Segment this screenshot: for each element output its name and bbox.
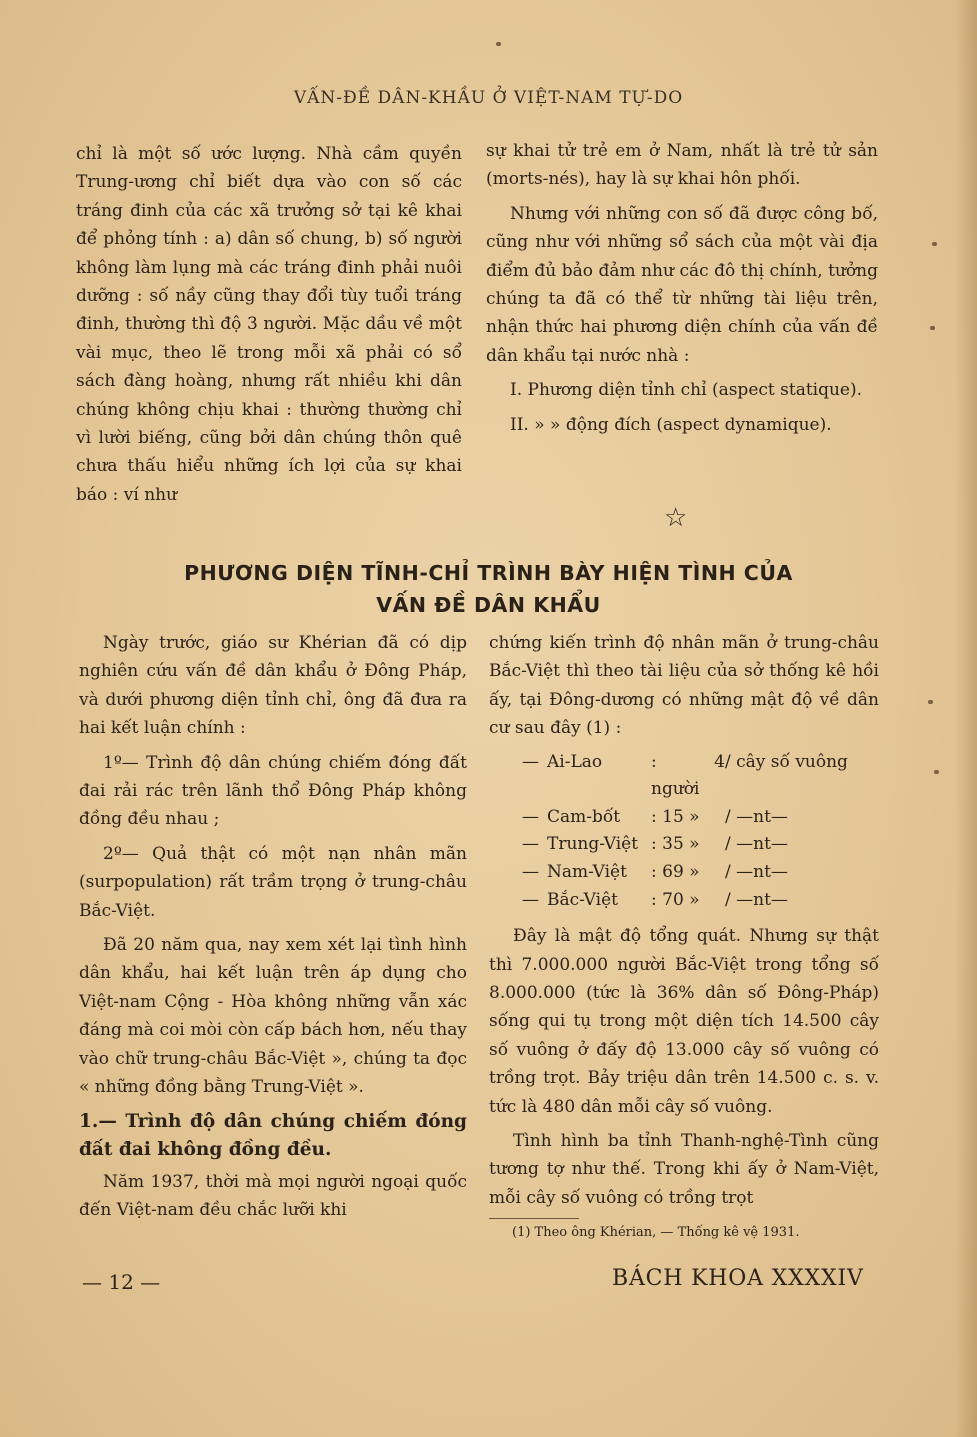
density-list xyxy=(489,749,879,915)
running-head: VẤN-ĐỀ DÂN-KHẦU Ở VIỆT-NAM TỰ-DO xyxy=(293,88,684,108)
list-dash: — xyxy=(522,862,539,882)
density-value: : 4 người xyxy=(651,751,725,800)
paper-speck xyxy=(932,242,937,246)
paragraph: Năm 1937, thời mà mọi người ngoại quốc đến Việt-nam đều chắc lưỡi khi xyxy=(79,1171,467,1220)
section-title xyxy=(0,557,977,621)
conclusion-2: 2º— Quả thật có một nạn nhân mãn (surpopulation) rất trầm trọng ở trung-châu Bắc-Việt. xyxy=(79,843,467,921)
aspect-item-1: I. Phương diện tỉnh chỉ (aspect statique). xyxy=(510,380,863,401)
density-row xyxy=(489,749,879,804)
top-right-column xyxy=(486,137,878,445)
section-title-line-2: VẤN ĐỀ DÂN KHẨU xyxy=(376,593,601,617)
density-value: : 70 » xyxy=(651,889,700,910)
page-edge-shadow xyxy=(955,0,977,1437)
top-left-column xyxy=(76,140,462,515)
paragraph: Nhưng với những con số đã được công bố, cũng như với những sổ sách của một vài địa điểm đủ bảo đảm như các đô thị chính, tưởng chúng ta đã có thể từ những tài liệu trên, nhận thức hai phương diện chính của vấn đề dân khẩu tại nước nhà : xyxy=(486,203,878,366)
density-row xyxy=(489,859,879,887)
paragraph: sự khai tử trẻ em ở Nam, nhất là trẻ tử sản (morts-nés), hay là sự khai hôn phối. xyxy=(486,141,878,190)
density-unit: / cây số vuông xyxy=(725,751,848,772)
density-row xyxy=(489,831,879,859)
density-value: : 35 » xyxy=(651,834,700,855)
region-name: Trung-Việt xyxy=(547,834,639,855)
footnote: (1) Theo ông Khérian, — Thống kê vệ 1931. xyxy=(512,1225,800,1240)
bottom-right-column xyxy=(489,629,879,1218)
paragraph: Tình hình ba tỉnh Thanh-nghệ-Tình cũng tương tợ như thế. Trong khi ấy ở Nam-Việt, mỗi cây số vuông có trồng trọt xyxy=(489,1131,879,1208)
region-name: Nam-Việt xyxy=(547,862,627,882)
paragraph: chỉ là một số ước lượng. Nhà cầm quyền Trung-ương chỉ biết dựa vào con số các tráng đinh của các xã trưởng sở tại kê khai để phỏng tính : a) dân số chung, b) số người không làm lụng mà các tráng đinh phải nuôi dưỡng : số nầy cũng thay đổi tùy tuổi tráng đinh, thường thì độ 3 người. Mặc dầu về một vài mục, theo lẽ trong mỗi xã phải có sổ sách đàng hoàng, nhưng rất nhiều khi dân chúng không chịu khai : thường thường chỉ vì lười biếng, cũng bởi dân chúng thôn quê chưa thấu hiểu những ích lợi của sự khai báo : ví như xyxy=(76,144,462,505)
list-dash: — xyxy=(522,889,539,910)
density-unit: / —nt— xyxy=(725,806,788,827)
bottom-left-column xyxy=(79,629,467,1230)
region-name: Ai-Lao xyxy=(547,751,603,772)
paragraph: Đây là mật độ tổng quát. Nhưng sự thật thì 7.000.000 người Bắc-Việt trong tổng số 8.000.000 (tức là 36% dân số Đông-Pháp) sống qui tụ trong một diện tích 14.500 cây số vuông ở đấy độ 13.000 cây số vuông có trồng trọt. Bảy triệu dân trên 14.500 c. s. v. tức là 480 dân mỗi cây số vuông. xyxy=(489,926,879,1117)
density-unit: / —nt— xyxy=(725,889,788,910)
paper-speck xyxy=(934,770,939,774)
page-number: — 12 — xyxy=(82,1270,161,1294)
footnote-rule xyxy=(489,1218,579,1219)
density-value: : 69 » xyxy=(651,862,700,882)
density-unit: / —nt— xyxy=(725,862,788,882)
list-dash: — xyxy=(522,834,539,855)
journal-name: BÁCH KHOA XXXXIV xyxy=(612,1266,864,1291)
paragraph: Đã 20 năm qua, nay xem xét lại tình hình dân khẩu, hai kết luận trên áp dụng cho Việt-nam Cộng - Hòa không những vẫn xác đáng mà coi mòi còn cấp bách hơn, nếu thay vào chữ trung-châu Bắc-Việt », chúng ta đọc « những đồng bằng Trung-Việt ». xyxy=(79,935,467,1098)
list-dash: — xyxy=(522,751,539,772)
section-title-line-1: PHƯƠNG DIỆN TĨNH-CHỈ TRÌNH BÀY HIỆN TÌNH CỦA xyxy=(184,561,793,585)
density-row xyxy=(489,804,879,832)
paper-speck xyxy=(930,326,935,330)
paper-speck xyxy=(928,700,933,704)
density-unit: / —nt— xyxy=(725,834,788,855)
paper-speck xyxy=(496,42,501,46)
paragraph: chứng kiến trình độ nhân mãn ở trung-châu Bắc-Việt thì theo tài liệu của sở thống kê hồi ấy, tại Đông-dương có những mật độ về dân cư sau đây (1) : xyxy=(489,633,879,739)
paragraph: Ngày trước, giáo sư Khérian đã có dịp nghiên cứu vấn đề dân khẩu ở Đông Pháp, và dưới phương diện tỉnh chỉ, ông đã đưa ra hai kết luận chính : xyxy=(79,633,467,739)
region-name: Bắc-Việt xyxy=(547,889,618,910)
star-ornament-icon: ☆ xyxy=(664,503,688,533)
region-name: Cam-bốt xyxy=(547,806,621,827)
conclusion-1: 1º— Trình độ dân chúng chiếm đóng đất đai rải rác trên lãnh thổ Đông Pháp không đồng đều nhau ; xyxy=(79,752,467,830)
subsection-heading: 1.— Trình độ dân chúng chiếm đóng đất đai không đồng đều. xyxy=(79,1110,467,1160)
list-dash: — xyxy=(522,806,539,827)
density-row xyxy=(489,887,879,915)
aspect-item-2: II. » » động đích (aspect dynamique). xyxy=(510,414,832,435)
density-value: : 15 » xyxy=(651,806,700,827)
